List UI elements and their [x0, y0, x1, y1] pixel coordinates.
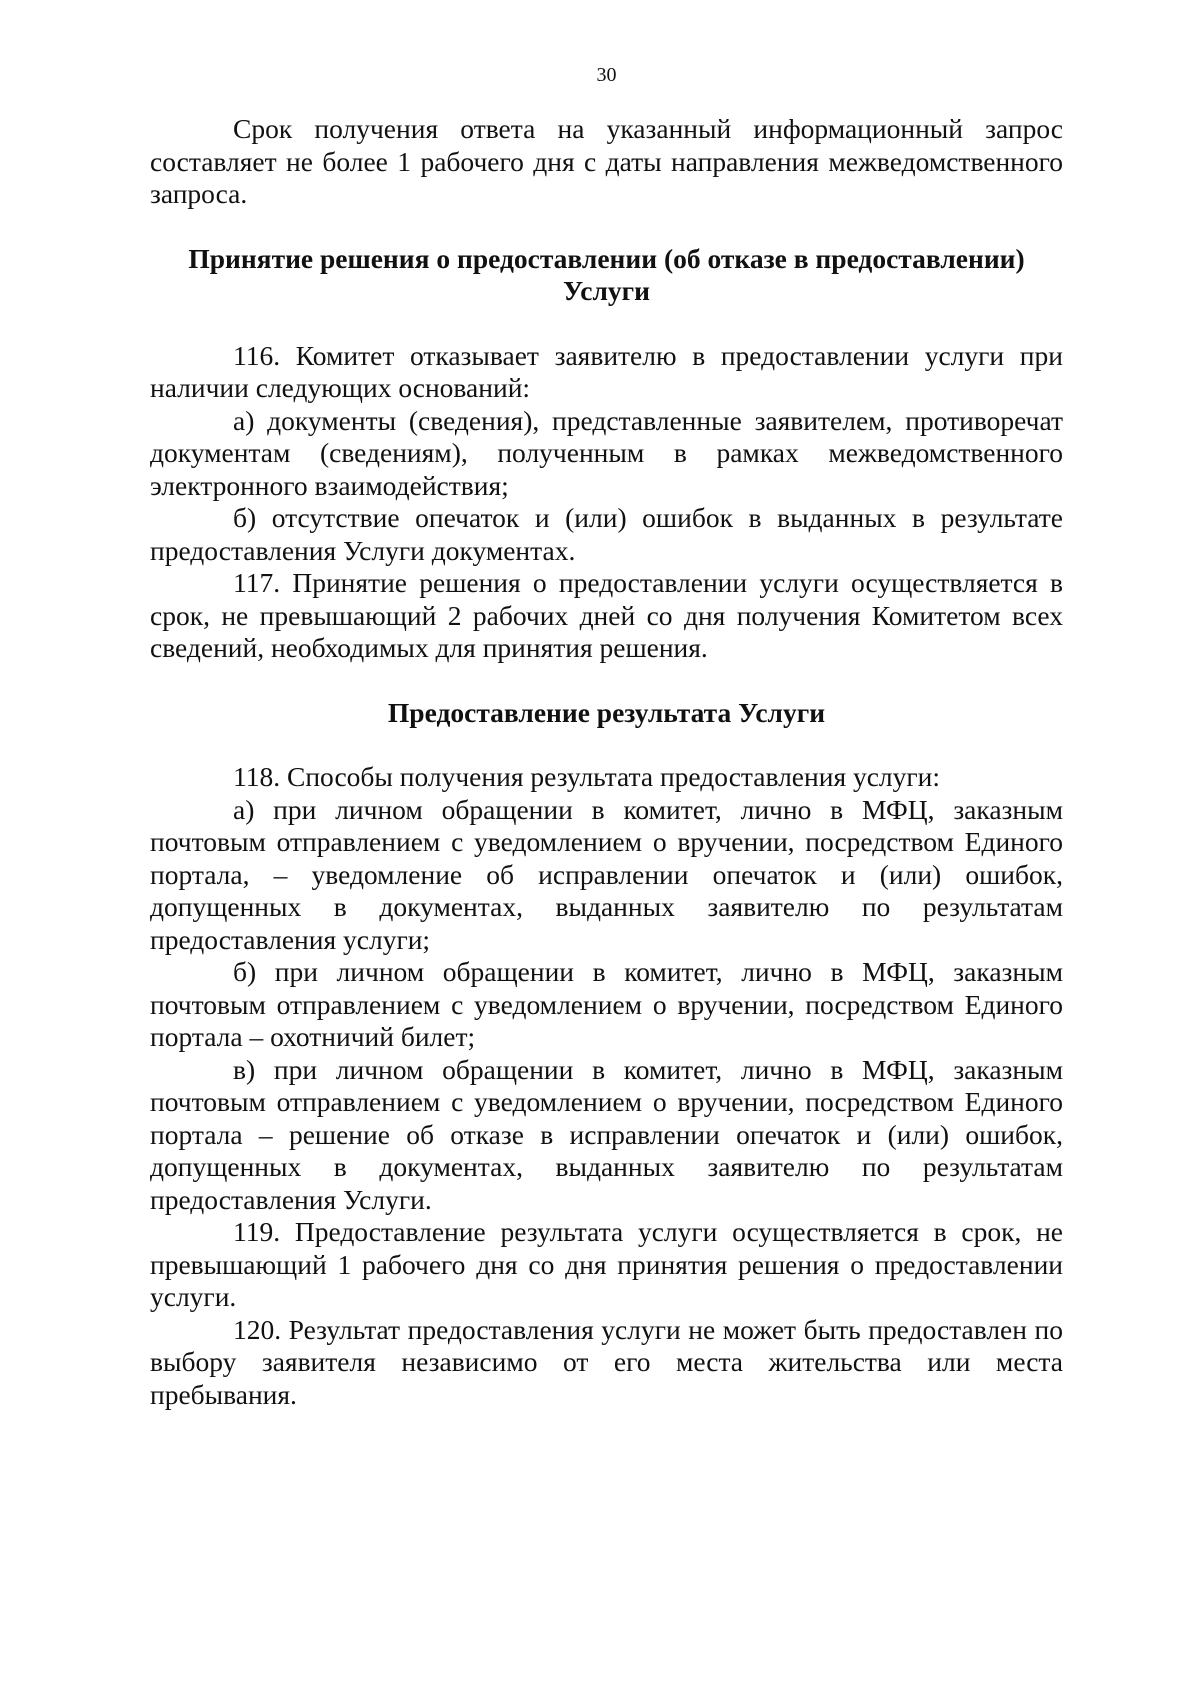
paragraph-intro: Срок получения ответа на указанный информационный запрос составляет не более 1 рабочего дня с даты направления межведомственного запроса.	[150, 113, 1063, 209]
paragraph-118-b: б) при личном обращении в комитет, лично в МФЦ, заказным почтовым отправлением с уведомлением о вручении, посредством Единого портала – охотничий билет;	[150, 956, 1063, 1052]
section-heading-decision: Принятие решения о предоставлении (об отказе в предоставлении) Услуги	[188, 242, 1025, 306]
paragraph-119: 119. Предоставление результата услуги осуществляется в срок, не превышающий 1 рабочего дня со дня принятия решения о предоставлении услуги.	[150, 1216, 1063, 1312]
paragraph-116: 116. Комитет отказывает заявителю в предоставлении услуги при наличии следующих оснований:	[150, 339, 1063, 403]
paragraph-120: 120. Результат предоставления услуги не может быть предоставлен по выбору заявителя независимо от его места жительства или места пребывания.	[150, 1313, 1063, 1410]
page-number: 30	[596, 64, 617, 86]
paragraph-117: 117. Принятие решения о предоставлении услуги осуществляется в срок, не превышающий 2 рабочих дней со дня получения Комитетом всех сведений, необходимых для принятия решения.	[150, 567, 1063, 663]
paragraph-118-c: в) при личном обращении в комитет, лично в МФЦ, заказным почтовым отправлением с уведомлением о вручении, посредством Единого портала – решение об отказе в исправлении опечаток и (или) ошибок, допущенных в документах, выданных заявителю по результатам предоставления Услуги.	[150, 1053, 1063, 1215]
paragraph-118: 118. Способы получения результата предоставления услуги:	[233, 761, 941, 792]
section-heading-result: Предоставление результата Услуги	[387, 696, 826, 728]
paragraph-116-b: б) отсутствие опечаток и (или) ошибок в выданных в результате предоставления Услуги документах.	[150, 502, 1063, 566]
paragraph-118-a: а) при личном обращении в комитет, лично в МФЦ, заказным почтовым отправлением с уведомлением о вручении, посредством Единого портала, – уведомление об исправлении опечаток и (или) ошибок, допущенных в документах, выданных заявителю по результатам предоставления услуги;	[150, 793, 1063, 955]
document-body	[150, 113, 1063, 1411]
paragraph-116-a: а) документы (сведения), представленные заявителем, противоречат документам (сведениям), полученным в рамках межведомственного электронного взаимодействия;	[150, 404, 1063, 501]
